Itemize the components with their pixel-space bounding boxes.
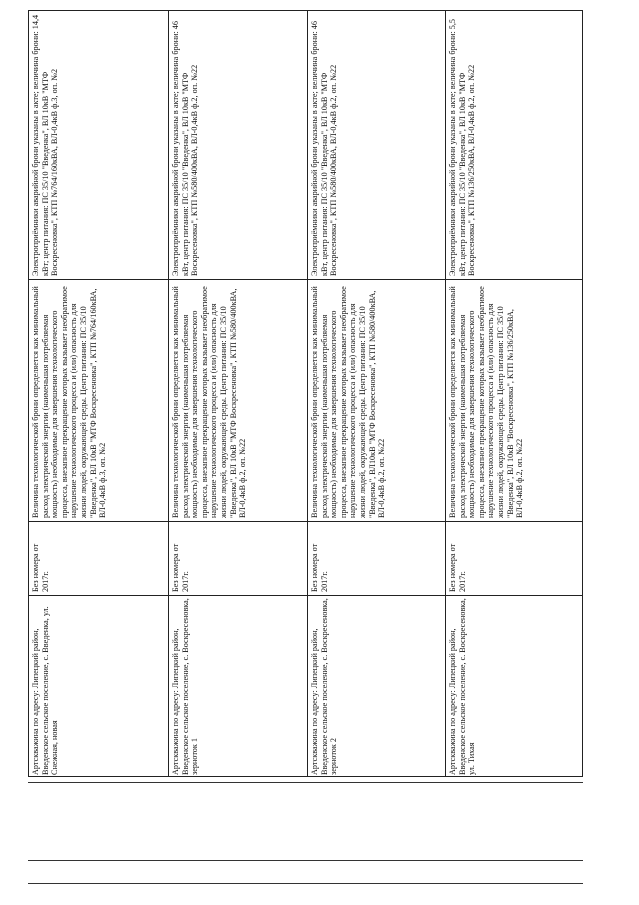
reservation-table	[28, 10, 583, 777]
emergency-reservation-cell-text: Электроприёмники аварийной брони указаны в акте; величина брони: 5,5 кВт, центр питания: ПС 35/10 "Введенка", ВЛ 10кВ "МТФ Воскресеновка", КТП №136/250кВА, ВЛ-0,4кВ ф.2, оп. №22	[448, 18, 477, 276]
emergency-reservation-cell	[169, 11, 308, 279]
tech-reservation-cell	[29, 279, 168, 521]
tech-reservation-cell-text: Величина технологической брони определяется как минимальный расход электрической энергии (наименьшая потребляемая мощность) необходимые для завершения технологического процесса, внезапное прекращение которых вызывает необратимое нарушение технологического процесса и (или) опасность для жизни людей, окружающей среды. Центр питания: ПС 35/10 "Введенка", ВЛ 10кВ "Воскресеновка", КТП №136/250кВА, ВЛ-0,4кВ ф.2, оп. №22	[448, 286, 525, 518]
empty-row-divider	[28, 782, 583, 783]
table-row	[445, 11, 583, 776]
emergency-reservation-cell	[308, 11, 447, 279]
address-cell-text: Артскважина по адресу: Липецкий район, Введенское сельское поселение, с. Воскресеновка, ул. Тихая	[448, 598, 477, 775]
document-cell	[169, 521, 308, 595]
address-cell-text: Артскважина по адресу: Липецкий район, Введенское сельское поселение, с. Воскресеновка, зерноток 1	[170, 598, 199, 775]
tech-reservation-cell-text: Величина технологической брони определяется как минимальный расход электрической энергии (наименьшая потребляемая мощность) необходимые для завершения технологического процесса, внезапное прекращение которых вызывает необратимое нарушение технологического процесса и (или) опасность для жизни людей, окружающей среды. Центр питания: ПС 35/10 "Введенка", ВЛ 10кВ "МТФ Воскресеновка", КТП №580/400кВА, ВЛ-0,4кВ ф.2, оп. №22	[170, 286, 247, 518]
table-row	[168, 11, 307, 776]
document-cell	[446, 521, 583, 595]
address-cell	[446, 595, 583, 777]
address-cell-text: Артскважина по адресу: Липецкий район, Введенское сельское поселение, с. Введенка, ул. Снежная, новая	[31, 606, 60, 775]
tech-reservation-cell	[446, 279, 583, 521]
document-cell-text: Без номера от 2017г.	[448, 543, 467, 592]
table-row	[307, 11, 446, 776]
empty-row-divider	[28, 860, 583, 861]
address-cell	[169, 595, 308, 777]
document-cell-text: Без номера от 2017г.	[31, 543, 50, 592]
tech-reservation-cell-text: Величина технологической брони определяется как минимальный расход электрической энергии (наименьшая потребляемая мощность) необходимые для завершения технологического процесса, внезапное прекращение которых вызывает необратимое нарушение технологического процесса и (или) опасность для жизни людей, окружающей среды. Центр питания: ПС 35/10 "Введенка", ВЛ 10кВ "МТФ Воскресеновка", КТП №764/160кВА, ВЛ-0,4кВ ф.3, оп. №2	[31, 286, 108, 518]
document-cell	[308, 521, 447, 595]
table-row	[29, 11, 168, 776]
address-cell	[308, 595, 447, 777]
emergency-reservation-cell-text: Электроприёмники аварийной брони указаны в акте; величина брони: 46 кВт, центр питания: ПС 35/10 "Введенка", ВЛ 10кВ "МТФ Воскресеновка", КТП №580/400кВА, ВЛ-0,4кВ ф.2, оп. №22	[309, 21, 338, 276]
tech-reservation-cell	[308, 279, 447, 521]
document-cell-text: Без номера от 2017г.	[309, 543, 329, 592]
emergency-reservation-cell-text: Электроприёмники аварийной брони указаны в акте; величина брони: 46 кВт, центр питания: ПС 35/10 "Введенка", ВЛ 10кВ "МТФ Воскресеновка", КТП №580/400кВА, ВЛ-0,4кВ ф.2, оп. №22	[170, 21, 199, 276]
address-cell	[29, 595, 168, 777]
document-cell	[29, 521, 168, 595]
address-cell-text: Артскважина по адресу: Липецкий район, Введенское сельское поселение, с. Воскресеновка, зерноток 2	[309, 598, 338, 775]
emergency-reservation-cell	[446, 11, 583, 279]
emergency-reservation-cell	[29, 11, 168, 279]
empty-row-divider	[28, 883, 583, 884]
emergency-reservation-cell-text: Электроприёмники аварийной брони указаны в акте; величина брони: 14,4 кВт; центр питания: ПС 35/10 "Введенка", ВЛ 10кВ "МТФ Воскресеновка", КТП №764/160кВА, ВЛ-0,4кВ ф.3, оп. №2	[31, 14, 60, 276]
tech-reservation-cell-text: Величина технологической брони определяется как минимальный расход электрической энергии (наименьшая потребляемая мощность) необходимые для завершения технологического процесса, внезапное прекращение которых вызывает необратимое нарушение технологического процесса и (или) опасность для жизни людей, окружающей среды. Центр питания: ПС 35/10 "Введенка", ВЛ10кВ "МТФ Воскресеновка", КТП №580/400кВА, ВЛ-0,4кВ ф.2, оп. №22	[309, 286, 386, 518]
tech-reservation-cell	[169, 279, 308, 521]
document-cell-text: Без номера от 2017г.	[170, 543, 190, 592]
